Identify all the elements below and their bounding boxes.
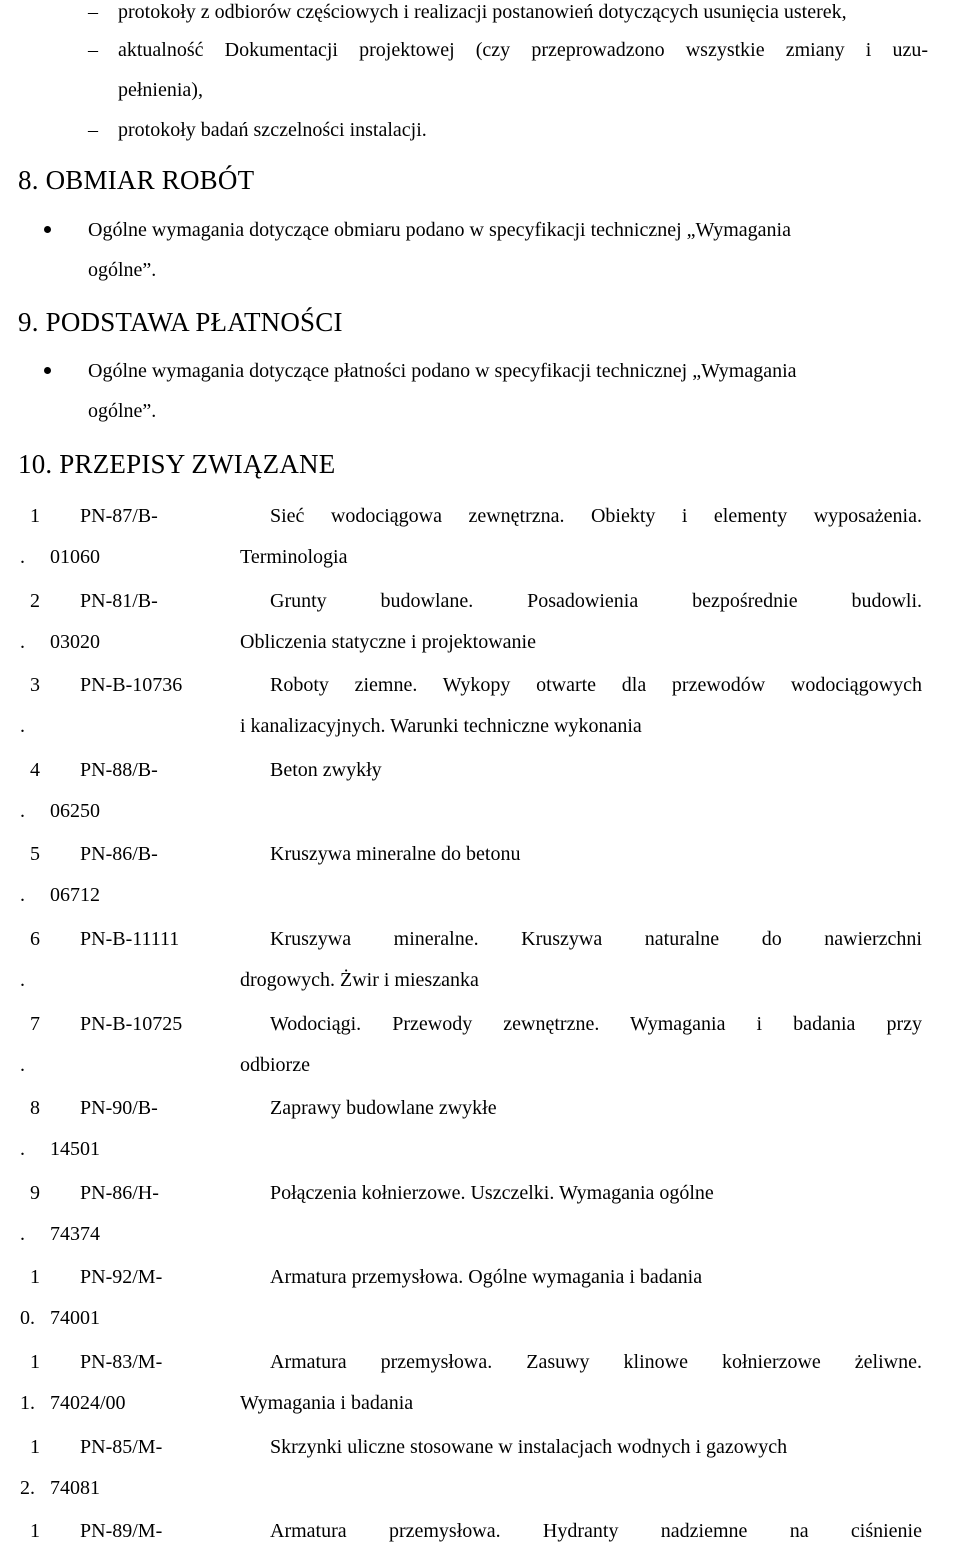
- standard-number: 1: [30, 1351, 40, 1373]
- standard-number: 7: [30, 1012, 40, 1035]
- dash-marker: –: [88, 119, 98, 141]
- standard-description-cont: odbiorze: [240, 1053, 310, 1076]
- standard-description: Wodociągi. Przewody zewnętrzne. Wymagania i badania przy: [270, 1012, 922, 1035]
- standard-number: 6: [30, 928, 40, 950]
- section-heading-8: 8. OBMIAR ROBÓT: [18, 165, 255, 195]
- dash-list-text: protokoły z odbiorów częściowych i realizacji postanowień dotyczących usunięcia usterek,: [118, 1, 847, 23]
- standard-number: 2: [30, 589, 40, 612]
- bullet-dot-icon: [44, 226, 51, 233]
- standard-number-cont: .: [20, 630, 25, 653]
- standard-code-cont: 03020: [50, 630, 100, 653]
- standard-description: Roboty ziemne. Wykopy otwarte dla przewodów wodociągowych: [270, 674, 922, 697]
- bullet-text: Ogólne wymagania dotyczące płatności podano w specyfikacji technicznej „Wymagania: [88, 360, 797, 382]
- standard-code: PN-B-10736: [80, 674, 183, 697]
- standard-code: PN-90/B-: [80, 1097, 158, 1120]
- dash-list-text: pełnienia),: [118, 79, 203, 101]
- dash-list-text: protokoły badań szczelności instalacji.: [118, 119, 427, 141]
- standard-number-cont: 1.: [20, 1392, 35, 1414]
- standard-number-cont: .: [20, 1222, 25, 1245]
- standard-description: Zaprawy budowlane zwykłe: [270, 1097, 497, 1120]
- dash-marker: –: [88, 39, 98, 61]
- standard-number: 1: [30, 1520, 40, 1543]
- dash-marker: –: [88, 1, 98, 23]
- standard-number-cont: .: [20, 1138, 25, 1161]
- standard-number: 3: [30, 674, 40, 697]
- bullet-text: ogólne”.: [88, 400, 157, 422]
- standard-number-cont: .: [20, 969, 25, 991]
- standard-code-cont: 74001: [50, 1307, 100, 1330]
- section-heading-10: 10. PRZEPISY ZWIĄZANE: [18, 449, 336, 479]
- bullet-text: ogólne”.: [88, 259, 157, 281]
- standard-description: Sieć wodociągowa zewnętrzna. Obiekty i elementy wyposażenia.: [270, 505, 922, 527]
- standard-description: Armatura przemysłowa. Hydranty nadziemne na ciśnienie: [270, 1520, 922, 1543]
- standard-description: Kruszywa mineralne do betonu: [270, 843, 521, 866]
- standard-number: 5: [30, 843, 40, 866]
- dash-list-text: aktualność Dokumentacji projektowej (czy przeprowadzono wszystkie zmiany i uzu-: [118, 39, 928, 61]
- standard-number-cont: .: [20, 715, 25, 738]
- standard-description: Połączenia kołnierzowe. Uszczelki. Wymagania ogólne: [270, 1181, 714, 1204]
- standard-number-cont: .: [20, 546, 25, 568]
- standard-number: 8: [30, 1097, 40, 1120]
- standard-description: Grunty budowlane. Posadowienia bezpośrednie budowli.: [270, 589, 922, 612]
- standard-code-cont: 74081: [50, 1476, 100, 1499]
- standard-code: PN-86/H-: [80, 1181, 159, 1204]
- section-heading-9: 9. PODSTAWA PŁATNOŚCI: [18, 307, 343, 337]
- standard-code: PN-88/B-: [80, 758, 158, 781]
- standard-number-cont: .: [20, 884, 25, 907]
- standard-description-cont: i kanalizacyjnych. Warunki techniczne wykonania: [240, 715, 642, 738]
- standard-code: PN-89/M-: [80, 1520, 163, 1543]
- standard-code-cont: 06712: [50, 884, 100, 907]
- standard-description-cont: Obliczenia statyczne i projektowanie: [240, 630, 536, 653]
- standard-code: PN-92/M-: [80, 1266, 163, 1289]
- standard-code: PN-85/M-: [80, 1435, 163, 1458]
- standard-number-cont: 2.: [20, 1476, 35, 1499]
- standard-code-cont: 14501: [50, 1138, 100, 1161]
- standard-code-cont: 01060: [50, 546, 100, 568]
- standard-number: 4: [30, 758, 40, 781]
- standard-number: 1: [30, 1435, 40, 1458]
- standard-description-cont: Wymagania i badania: [240, 1392, 414, 1414]
- standard-description: Kruszywa mineralne. Kruszywa naturalne do nawierzchni: [270, 928, 922, 950]
- standard-description: Beton zwykły: [270, 758, 382, 781]
- standard-description-cont: drogowych. Żwir i mieszanka: [240, 969, 479, 991]
- standard-code: PN-B-11111: [80, 928, 180, 950]
- standard-number-cont: .: [20, 799, 25, 822]
- standard-description-cont: Terminologia: [240, 546, 348, 568]
- standard-code-cont: 74374: [50, 1222, 100, 1245]
- standard-description: Armatura przemysłowa. Zasuwy klinowe kołnierzowe żeliwne.: [270, 1351, 922, 1373]
- standard-code-cont: 74024/00: [50, 1392, 126, 1414]
- standard-code: PN-B-10725: [80, 1012, 183, 1035]
- standard-code: PN-83/M-: [80, 1351, 163, 1373]
- standard-code: PN-81/B-: [80, 589, 158, 612]
- standard-code: PN-87/B-: [80, 505, 158, 527]
- standard-number: 1: [30, 505, 40, 527]
- standard-description: Armatura przemysłowa. Ogólne wymagania i badania: [270, 1266, 703, 1289]
- bullet-text: Ogólne wymagania dotyczące obmiaru podano w specyfikacji technicznej „Wymagania: [88, 219, 791, 241]
- standard-description: Skrzynki uliczne stosowane w instalacjach wodnych i gazowych: [270, 1435, 788, 1458]
- standard-number-cont: 0.: [20, 1307, 35, 1330]
- standard-number: 9: [30, 1181, 40, 1204]
- standard-code: PN-86/B-: [80, 843, 158, 866]
- standard-code-cont: 06250: [50, 799, 100, 822]
- bullet-dot-icon: [44, 367, 51, 374]
- standard-number-cont: .: [20, 1053, 25, 1076]
- standard-number: 1: [30, 1266, 40, 1289]
